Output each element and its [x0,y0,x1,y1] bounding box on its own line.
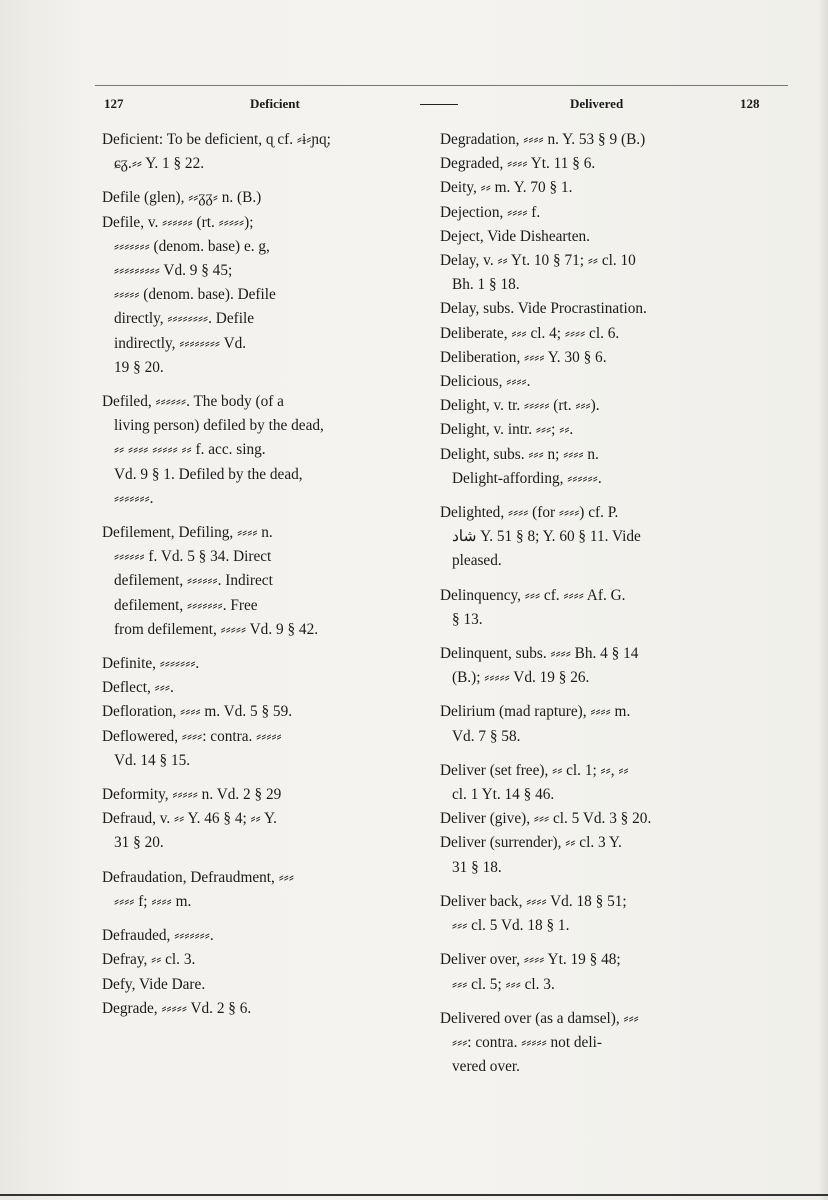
entry-line: 31 § 20. [114,834,164,852]
entry-line: Degrade, ⸗⸗⸗⸗⸗ Vd. 2 § 6. [102,999,252,1017]
entry-line: indirectly, ⸗⸗⸗⸗⸗⸗⸗⸗ Vd. [114,334,247,352]
entry-line: Defrauded, ⸗⸗⸗⸗⸗⸗⸗. [102,927,214,945]
entry-line: ⸗⸗⸗ cl. 5; ⸗⸗⸗ cl. 3. [452,975,555,993]
dictionary-entry [440,225,780,249]
dictionary-entry [440,322,780,346]
header-rule [95,85,788,86]
entry-line: Bh. 1 § 18. [452,276,520,294]
entry-line: Defray, ⸗⸗ cl. 3. [102,951,196,969]
entry-line: Delighted, ⸗⸗⸗⸗ (for ⸗⸗⸗⸗) cf. P. [440,504,619,522]
entry-line: ⸗⸗⸗⸗⸗⸗ f. Vd. 5 § 34. Direct [114,548,272,566]
entry-line: Defiled, ⸗⸗⸗⸗⸗⸗. The body (of a [102,393,284,411]
entry-line: 31 § 18. [452,858,502,876]
dictionary-entry [440,584,780,632]
entry-line: Deliver back, ⸗⸗⸗⸗ Vd. 18 § 51; [440,892,627,910]
dictionary-entry [102,997,420,1021]
dictionary-entry [440,890,780,938]
entry-line: Dejection, ⸗⸗⸗⸗ f. [440,203,541,221]
entry-line: Deliberation, ⸗⸗⸗⸗ Y. 30 § 6. [440,348,607,366]
entry-line: Delay, v. ⸗⸗ Yt. 10 § 71; ⸗⸗ cl. 10 [440,252,636,270]
dictionary-entry [440,370,780,394]
guide-word-left: Deficient [250,96,300,111]
entry-line: ⸗⸗⸗⸗⸗⸗⸗⸗⸗ Vd. 9 § 45; [114,262,233,280]
entry-line: Deliver (give), ⸗⸗⸗ cl. 5 Vd. 3 § 20. [440,810,652,828]
entry-line: Defraud, v. ⸗⸗ Y. 46 § 4; ⸗⸗ Y. [102,810,277,828]
dictionary-entry [440,152,780,176]
entry-line: Delay, subs. Vide Procrastination. [440,300,647,318]
entry-line: ɕᵹ.⸗⸗ Y. 1 § 22. [114,155,205,173]
entry-line: ⸗⸗⸗: contra. ⸗⸗⸗⸗⸗ not deli- [452,1033,602,1051]
entry-line: ⸗⸗ ⸗⸗⸗⸗ ⸗⸗⸗⸗⸗ ⸗⸗ f. acc. sing. [114,441,266,459]
dictionary-entry [440,128,780,152]
dictionary-entry [102,652,420,676]
page-edge-shadow [818,0,828,1200]
entry-line: Deliver over, ⸗⸗⸗⸗ Yt. 19 § 48; [440,951,621,969]
dictionary-entry [102,866,420,914]
entry-line: Deformity, ⸗⸗⸗⸗⸗ n. Vd. 2 § 29 [102,786,282,804]
right-column [440,128,780,1079]
entry-line: Deliver (set free), ⸗⸗ cl. 1; ⸗⸗, ⸗⸗ [440,761,629,779]
dictionary-entry [440,759,780,807]
dictionary-entry [102,783,420,807]
dictionary-entry [440,394,780,418]
entry-line: ⸗⸗⸗⸗⸗⸗⸗ (denom. base) e. g, [114,237,270,255]
entry-line: Degraded, ⸗⸗⸗⸗ Yt. 11 § 6. [440,155,596,173]
header-dash [420,104,458,105]
dictionary-entry [102,211,420,380]
dictionary-entry [440,831,780,879]
entry-line: ⸗⸗⸗ cl. 5 Vd. 18 § 1. [452,917,570,935]
dictionary-entry [440,948,780,996]
entry-line: vered over. [452,1058,520,1076]
dictionary-entry [102,725,420,773]
left-column [102,128,420,1021]
entry-line: cl. 1 Yt. 14 § 46. [452,786,555,804]
entry-line: Delight-affording, ⸗⸗⸗⸗⸗⸗. [452,469,602,487]
dictionary-entry [102,186,420,210]
page-number-right: 128 [740,96,760,111]
entry-line: Deliver (surrender), ⸗⸗ cl. 3 Y. [440,834,622,852]
entry-line: pleased. [452,552,502,570]
dictionary-entry [102,676,420,700]
dictionary-entry [102,521,420,642]
entry-line: Deliberate, ⸗⸗⸗ cl. 4; ⸗⸗⸗⸗ cl. 6. [440,324,620,342]
dictionary-entry [440,297,780,321]
entry-line: شاد Y. 51 § 8; Y. 60 § 11. Vide [452,528,641,546]
entry-line: living person) defiled by the dead, [114,417,324,435]
entry-line: Vd. 14 § 15. [114,751,191,769]
entry-line: ⸗⸗⸗⸗⸗ (denom. base). Defile [114,286,276,304]
entry-line: Delicious, ⸗⸗⸗⸗. [440,373,531,391]
dictionary-entry [440,642,780,690]
dictionary-entry [440,443,780,491]
entry-line: Delinquency, ⸗⸗⸗ cf. ⸗⸗⸗⸗ Af. G. [440,586,626,604]
dictionary-entry [440,807,780,831]
entry-line: Definite, ⸗⸗⸗⸗⸗⸗⸗. [102,655,200,673]
entry-line: directly, ⸗⸗⸗⸗⸗⸗⸗⸗. Defile [114,310,254,328]
entry-line: Delinquent, subs. ⸗⸗⸗⸗ Bh. 4 § 14 [440,645,639,663]
dictionary-entry [440,201,780,225]
dictionary-entry [102,390,420,511]
guide-word-right: Delivered [570,96,624,111]
dictionary-entry [440,249,780,297]
entry-line: Defy, Vide Dare. [102,975,206,993]
dictionary-entry [440,176,780,200]
entry-line: ⸗⸗⸗⸗ f; ⸗⸗⸗⸗ m. [114,892,192,910]
dictionary-entry [102,973,420,997]
entry-line: § 13. [452,610,483,628]
entry-line: Delight, v. intr. ⸗⸗⸗; ⸗⸗. [440,421,574,439]
entry-line: from defilement, ⸗⸗⸗⸗⸗ Vd. 9 § 42. [114,620,319,638]
entry-line: Deject, Vide Dishearten. [440,227,591,245]
entry-line: Defile, v. ⸗⸗⸗⸗⸗⸗ (rt. ⸗⸗⸗⸗⸗); [102,213,254,231]
entry-line: Vd. 9 § 1. Defiled by the dead, [114,465,303,483]
entry-line: Delight, v. tr. ⸗⸗⸗⸗⸗ (rt. ⸗⸗⸗). [440,397,600,415]
entry-line: Delight, subs. ⸗⸗⸗ n; ⸗⸗⸗⸗ n. [440,445,599,463]
entry-line: Deficient: To be deficient, ɋ cf. ⸗ɨ⸗ɲɋ; [102,131,331,148]
dictionary-entry [440,700,780,748]
dictionary-entry [102,128,420,176]
entry-line: Degradation, ⸗⸗⸗⸗ n. Y. 53 § 9 (B.) [440,131,646,148]
dictionary-entry [440,418,780,442]
entry-line: Deity, ⸗⸗ m. Y. 70 § 1. [440,179,573,197]
dictionary-entry [102,948,420,972]
dictionary-entry [102,700,420,724]
running-header [100,92,780,116]
entry-line: Defile (glen), ⸗⸗ᵹᵹ⸗ n. (B.) [102,189,262,207]
entry-line: Defloration, ⸗⸗⸗⸗ m. Vd. 5 § 59. [102,703,293,721]
dictionary-entry [440,346,780,370]
entry-line: Delivered over (as a damsel), ⸗⸗⸗ [440,1009,639,1027]
entry-line: Delirium (mad rapture), ⸗⸗⸗⸗ m. [440,703,631,721]
entry-line: Deflowered, ⸗⸗⸗⸗: contra. ⸗⸗⸗⸗⸗ [102,727,282,745]
entry-line: 19 § 20. [114,358,164,376]
dictionary-entry [102,924,420,948]
entry-line: Defilement, Defiling, ⸗⸗⸗⸗ n. [102,524,273,542]
entry-line: Deflect, ⸗⸗⸗. [102,679,174,697]
dictionary-entry [440,501,780,574]
dictionary-entry [102,807,420,855]
entry-line: Vd. 7 § 58. [452,727,521,745]
entry-line: ⸗⸗⸗⸗⸗⸗⸗. [114,489,154,507]
entry-line: defilement, ⸗⸗⸗⸗⸗⸗. Indirect [114,572,273,590]
entry-line: Defraudation, Defraudment, ⸗⸗⸗ [102,868,294,886]
scan-bottom-edge [0,1194,828,1196]
entry-line: (B.); ⸗⸗⸗⸗⸗ Vd. 19 § 26. [452,669,590,687]
entry-line: defilement, ⸗⸗⸗⸗⸗⸗⸗. Free [114,596,258,614]
dictionary-entry [440,1007,780,1080]
page-number-left: 127 [104,96,124,111]
